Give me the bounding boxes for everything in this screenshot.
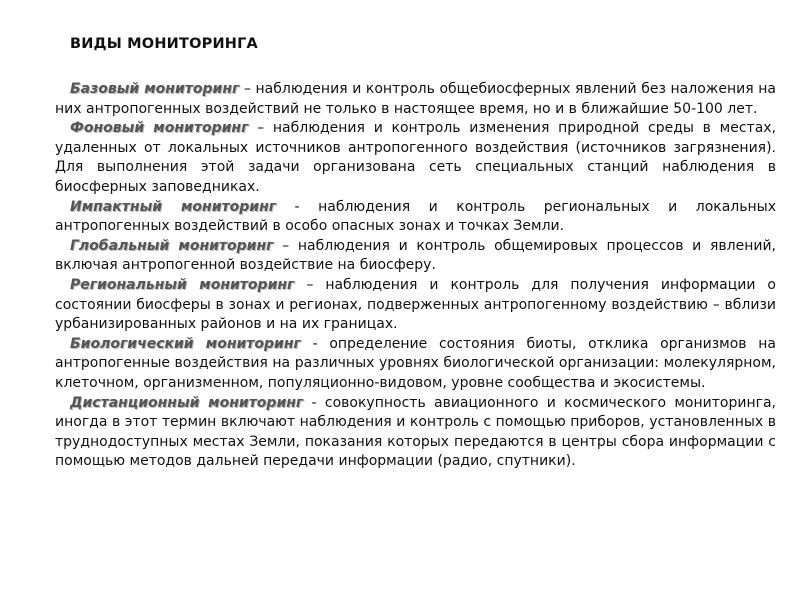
definition: - совокупность авиационного и космического мониторинга, иногда в этот термин включают наблюдения и контроль с помощью приборов, установленных в труднодоступных местах Земли, показания которых передаются в центры сбора информации с помощью методов дальней передачи информации (радио, спутники). [55,394,776,470]
term: Глобальный мониторинг [70,237,274,254]
term: Базовый мониторинг [70,81,240,97]
term: Региональный мониторинг [70,276,295,293]
definition: – наблюдения и контроль общемировых процессов и явлений, включая антропогенной воздействие на биосферу. [55,237,776,274]
document-body [55,80,776,472]
paragraph-remote-monitoring [55,394,776,472]
paragraph-biological-monitoring [55,335,776,394]
definition: – наблюдения и контроль для получения информации о состоянии биосферы в зонах и регионах, подверженных антропогенному воздействию – вблизи урбанизированных районов и на их границах. [55,276,776,333]
term: Фоновый мониторинг [70,120,249,137]
paragraph-background-monitoring [55,119,776,197]
paragraph-regional-monitoring [55,276,776,335]
definition: - наблюдения и контроль региональных и локальных антропогенных воздействий в особо опасных зонах и точках Земли. [55,198,776,235]
paragraph-impact-monitoring [55,198,776,237]
term: Импактный мониторинг [70,198,277,215]
definition: – наблюдения и контроль изменения природной среды в местах, удаленных от локальных источников антропогенного воздействия (источников загрязнения). Для выполнения этой задачи организована сеть специальных станций наблюдения в биосферных заповедниках. [55,120,777,195]
paragraph-global-monitoring [55,237,776,276]
paragraph-base-monitoring [55,80,776,119]
term: Дистанционный мониторинг [70,394,304,411]
page-title: ВИДЫ МОНИТОРИНГА [70,36,258,52]
definition: – наблюдения и контроль общебиосферных явлений без наложения на них антропогенных воздействий не только в настоящее время, но и в ближайшие 50-100 лет. [55,81,777,117]
term: Биологический мониторинг [70,335,301,352]
definition: - определение состояния биоты, отклика организмов на антропогенные воздействия на различных уровнях биологической организации: молекулярном, клеточном, организменном, популяционно-видовом, уровне сообщества и экосистемы. [55,335,777,391]
